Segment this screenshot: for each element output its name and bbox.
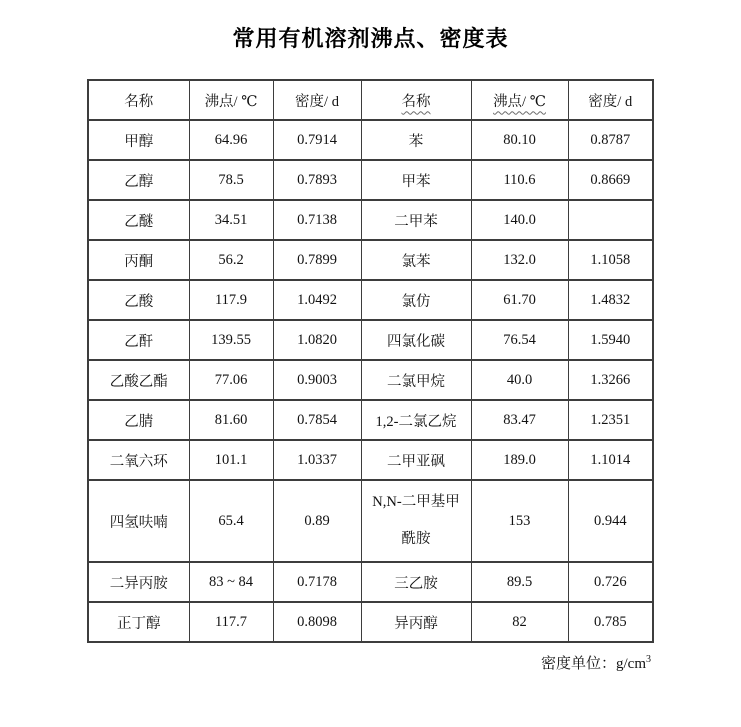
table-row bbox=[88, 240, 653, 280]
cell-solvent-name: 四氢呋喃 bbox=[88, 480, 189, 562]
cell-boiling-point: 34.51 bbox=[189, 200, 273, 240]
density-unit-exponent: 3 bbox=[646, 654, 651, 665]
table-row bbox=[88, 480, 653, 562]
cell-boiling-point: 61.70 bbox=[471, 280, 568, 320]
cell-boiling-point: 83 ~ 84 bbox=[189, 562, 273, 602]
header-boiling-point-left-label: 沸点/ ℃ bbox=[204, 93, 258, 110]
cell-solvent-name: N,N-二甲基甲酰胺 bbox=[361, 480, 471, 562]
cell-solvent-name: 二异丙胺 bbox=[88, 562, 189, 602]
cell-density: 0.7854 bbox=[273, 400, 361, 440]
cell-solvent-name: 四氯化碳 bbox=[361, 320, 471, 360]
cell-density: 1.0492 bbox=[273, 280, 361, 320]
header-density-right bbox=[568, 80, 653, 120]
header-boiling-point-right bbox=[471, 80, 568, 120]
density-unit-note bbox=[88, 652, 653, 673]
table-row bbox=[88, 320, 653, 360]
table-row bbox=[88, 280, 653, 320]
cell-boiling-point: 78.5 bbox=[189, 160, 273, 200]
table-row bbox=[88, 200, 653, 240]
cell-solvent-name: 甲苯 bbox=[361, 160, 471, 200]
cell-boiling-point: 64.96 bbox=[189, 120, 273, 160]
cell-solvent-name: 乙醚 bbox=[88, 200, 189, 240]
cell-boiling-point: 80.10 bbox=[471, 120, 568, 160]
cell-solvent-name: 二氧六环 bbox=[88, 440, 189, 480]
header-boiling-point-left bbox=[189, 80, 273, 120]
cell-density: 1.3266 bbox=[568, 360, 653, 400]
cell-solvent-name: 氯仿 bbox=[361, 280, 471, 320]
header-density-right-label: 密度/ d bbox=[588, 93, 633, 110]
cell-boiling-point: 153 bbox=[471, 480, 568, 562]
cell-density bbox=[568, 200, 653, 240]
cell-density: 0.9003 bbox=[273, 360, 361, 400]
header-name-right bbox=[361, 80, 471, 120]
table-row bbox=[88, 400, 653, 440]
cell-solvent-name: 氯苯 bbox=[361, 240, 471, 280]
cell-density: 1.4832 bbox=[568, 280, 653, 320]
cell-density: 0.89 bbox=[273, 480, 361, 562]
cell-solvent-name: 异丙醇 bbox=[361, 602, 471, 642]
table-row bbox=[88, 602, 653, 642]
cell-boiling-point: 65.4 bbox=[189, 480, 273, 562]
table-row bbox=[88, 120, 653, 160]
cell-density: 0.944 bbox=[568, 480, 653, 562]
cell-boiling-point: 117.7 bbox=[189, 602, 273, 642]
cell-boiling-point: 117.9 bbox=[189, 280, 273, 320]
cell-boiling-point: 82 bbox=[471, 602, 568, 642]
table-row bbox=[88, 562, 653, 602]
cell-density: 1.1058 bbox=[568, 240, 653, 280]
cell-solvent-name: 二甲亚砜 bbox=[361, 440, 471, 480]
cell-solvent-name: 二甲苯 bbox=[361, 200, 471, 240]
density-unit-value: g/cm bbox=[616, 656, 646, 672]
table-header-row bbox=[88, 80, 653, 120]
cell-boiling-point: 76.54 bbox=[471, 320, 568, 360]
header-name-right-label: 名称 bbox=[401, 93, 431, 110]
cell-boiling-point: 101.1 bbox=[189, 440, 273, 480]
cell-solvent-name: 乙腈 bbox=[88, 400, 189, 440]
cell-density: 0.8098 bbox=[273, 602, 361, 642]
cell-boiling-point: 77.06 bbox=[189, 360, 273, 400]
table-row bbox=[88, 160, 653, 200]
cell-solvent-name: 三乙胺 bbox=[361, 562, 471, 602]
cell-density: 1.0820 bbox=[273, 320, 361, 360]
header-name-left bbox=[88, 80, 189, 120]
cell-solvent-name: 二氯甲烷 bbox=[361, 360, 471, 400]
cell-solvent-name: 丙酮 bbox=[88, 240, 189, 280]
header-boiling-point-right-label: 沸点/ ℃ bbox=[493, 93, 546, 110]
cell-density: 1.5940 bbox=[568, 320, 653, 360]
cell-solvent-name: 1,2-二氯乙烷 bbox=[361, 400, 471, 440]
cell-boiling-point: 56.2 bbox=[189, 240, 273, 280]
cell-boiling-point: 132.0 bbox=[471, 240, 568, 280]
cell-solvent-name: 乙酸乙酯 bbox=[88, 360, 189, 400]
header-name-left-label: 名称 bbox=[124, 93, 154, 110]
cell-boiling-point: 81.60 bbox=[189, 400, 273, 440]
cell-density: 0.8669 bbox=[568, 160, 653, 200]
solvent-table bbox=[87, 79, 654, 643]
cell-boiling-point: 139.55 bbox=[189, 320, 273, 360]
header-density-left-label: 密度/ d bbox=[295, 93, 339, 110]
cell-density: 0.726 bbox=[568, 562, 653, 602]
header-density-left bbox=[273, 80, 361, 120]
cell-solvent-name: 乙酸 bbox=[88, 280, 189, 320]
document-page bbox=[0, 22, 741, 727]
cell-boiling-point: 140.0 bbox=[471, 200, 568, 240]
cell-solvent-name: 正丁醇 bbox=[88, 602, 189, 642]
cell-boiling-point: 189.0 bbox=[471, 440, 568, 480]
cell-boiling-point: 89.5 bbox=[471, 562, 568, 602]
cell-solvent-name: 乙醇 bbox=[88, 160, 189, 200]
cell-solvent-name: 乙酐 bbox=[88, 320, 189, 360]
density-unit-label: 密度单位： bbox=[540, 656, 616, 672]
table-row bbox=[88, 360, 653, 400]
cell-density: 1.2351 bbox=[568, 400, 653, 440]
cell-density: 0.785 bbox=[568, 602, 653, 642]
cell-solvent-name: 苯 bbox=[361, 120, 471, 160]
cell-density: 0.8787 bbox=[568, 120, 653, 160]
cell-density: 0.7178 bbox=[273, 562, 361, 602]
cell-density: 0.7138 bbox=[273, 200, 361, 240]
cell-density: 0.7899 bbox=[273, 240, 361, 280]
cell-solvent-name: 甲醇 bbox=[88, 120, 189, 160]
cell-density: 0.7914 bbox=[273, 120, 361, 160]
cell-density: 0.7893 bbox=[273, 160, 361, 200]
cell-boiling-point: 110.6 bbox=[471, 160, 568, 200]
cell-boiling-point: 83.47 bbox=[471, 400, 568, 440]
table-row bbox=[88, 440, 653, 480]
cell-density: 1.0337 bbox=[273, 440, 361, 480]
page-title: 常用有机溶剂沸点、密度表 bbox=[232, 26, 509, 51]
cell-boiling-point: 40.0 bbox=[471, 360, 568, 400]
cell-density: 1.1014 bbox=[568, 440, 653, 480]
